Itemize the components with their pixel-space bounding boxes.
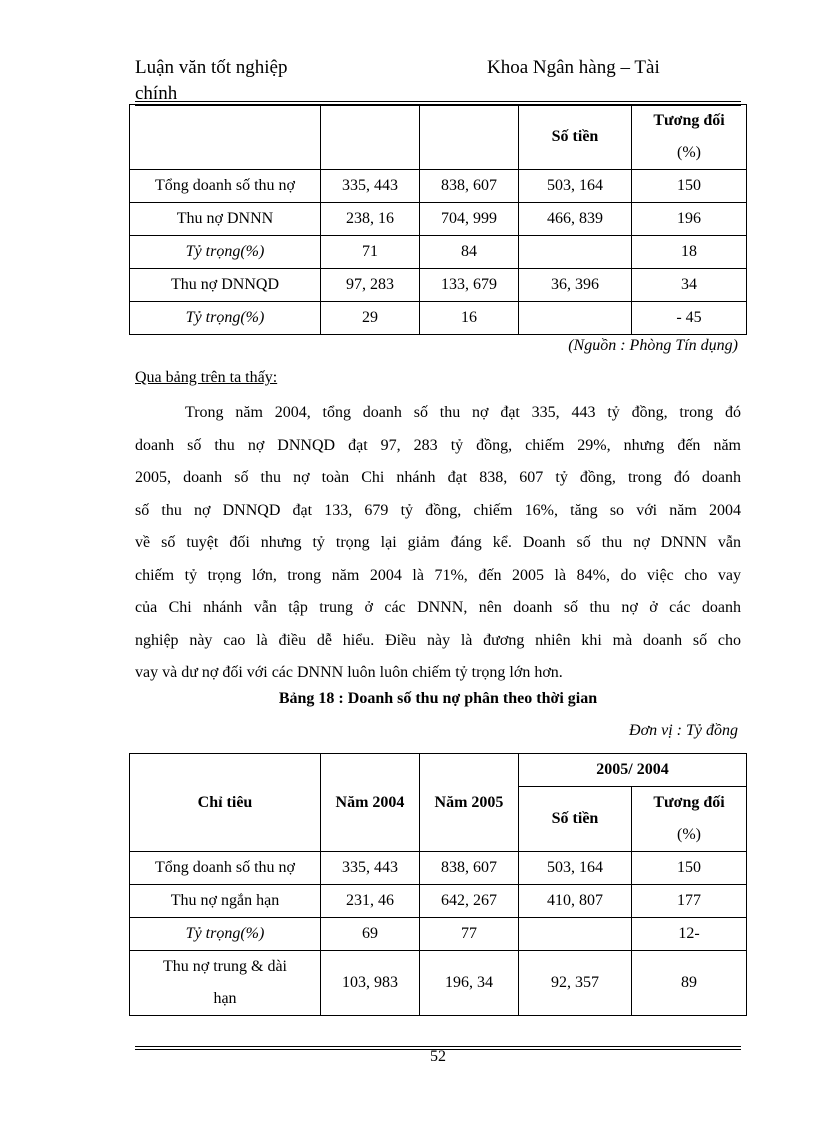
t1-r4-c2: 16	[420, 302, 519, 335]
body-paragraph	[135, 397, 741, 690]
t2-r0-label: Tổng doanh số thu nợ	[130, 852, 321, 885]
paragraph-line: Trong năm 2004, tổng doanh số thu nợ đạt 335, 443 tỷ đồng, trong đó	[185, 404, 741, 421]
paragraph-line: về số tuyệt đối nhưng tỷ trọng lại giảm đáng kể. Doanh số thu nợ DNNN vẫn	[135, 534, 741, 551]
t2-h-group: 2005/ 2004	[519, 754, 747, 787]
t1-h-tuong-doi-label: Tương đối	[653, 112, 725, 129]
table-row	[130, 951, 747, 1016]
t1-h1	[321, 105, 420, 170]
table-1-header-row	[130, 105, 747, 170]
t1-r4-c4: - 45	[632, 302, 747, 335]
t1-r2-c1: 71	[321, 236, 420, 269]
t2-h-nam2005: Năm 2005	[420, 754, 519, 852]
t2-r3-c2: 196, 34	[420, 951, 519, 1016]
t1-r0-label: Tổng doanh số thu nợ	[130, 170, 321, 203]
t2-r2-c2: 77	[420, 918, 519, 951]
t2-h-tuong-doi	[632, 787, 747, 852]
table-row	[130, 269, 747, 302]
t1-r0-c3: 503, 164	[519, 170, 632, 203]
t2-r3-c3: 92, 357	[519, 951, 632, 1016]
t1-r3-c3: 36, 396	[519, 269, 632, 302]
t1-h-pct: (%)	[677, 144, 701, 161]
page-number: 52	[430, 1048, 446, 1065]
t2-r2-label: Tỷ trọng(%)	[130, 918, 321, 951]
t1-r1-c2: 704, 999	[420, 203, 519, 236]
t1-r2-c4: 18	[632, 236, 747, 269]
table-1	[129, 104, 747, 335]
t2-r1-c4: 177	[632, 885, 747, 918]
t2-r1-label: Thu nợ ngắn hạn	[130, 885, 321, 918]
t1-r3-c4: 34	[632, 269, 747, 302]
header-right: Khoa Ngân hàng – Tài	[487, 57, 660, 78]
table-row	[130, 885, 747, 918]
t2-r3-label-b: hạn	[213, 990, 237, 1007]
t1-r1-label: Thu nợ DNNN	[130, 203, 321, 236]
lead-heading: Qua bảng trên ta thấy:	[135, 369, 278, 386]
table-row	[130, 170, 747, 203]
t1-r4-c1: 29	[321, 302, 420, 335]
t1-r3-label: Thu nợ DNNQD	[130, 269, 321, 302]
table-2-caption: Bảng 18 : Doanh số thu nợ phân theo thời gian	[278, 690, 598, 707]
header-rule-thin	[135, 101, 741, 102]
t1-r2-c2: 84	[420, 236, 519, 269]
t2-h-so-tien: Số tiền	[519, 787, 632, 852]
table-row	[130, 918, 747, 951]
t2-r1-c2: 642, 267	[420, 885, 519, 918]
t2-r0-c4: 150	[632, 852, 747, 885]
t2-h-chi-tieu: Chỉ tiêu	[130, 754, 321, 852]
t1-r2-label: Tỷ trọng(%)	[130, 236, 321, 269]
t1-r1-c4: 196	[632, 203, 747, 236]
t2-h-nam2004: Năm 2004	[321, 754, 420, 852]
t1-r3-c1: 97, 283	[321, 269, 420, 302]
table-row	[130, 302, 747, 335]
t1-r1-c1: 238, 16	[321, 203, 420, 236]
t1-h0	[130, 105, 321, 170]
paragraph-line: vay và dư nợ đối với các DNNN luôn luôn chiếm tỷ trọng lớn hơn.	[135, 664, 563, 681]
t2-r2-c3	[519, 918, 632, 951]
paragraph-line: của Chi nhánh vẫn tập trung ở các DNNN, nên doanh số thu nợ ở các doanh	[135, 599, 741, 616]
table-row	[130, 203, 747, 236]
t1-r4-label: Tỷ trọng(%)	[130, 302, 321, 335]
t2-h-pct: (%)	[677, 826, 701, 843]
paragraph-line: chiếm tỷ trọng lớn, trong năm 2004 là 71%, đến 2005 là 84%, do việc cho vay	[135, 566, 741, 584]
t1-r4-c3	[519, 302, 632, 335]
t2-h-tuong-doi-label: Tương đối	[653, 794, 725, 811]
t2-r3-c4: 89	[632, 951, 747, 1016]
header-left-line1: Luận văn tốt nghiệp	[135, 57, 288, 78]
table-2-unit: Đơn vị : Tỷ đồng	[629, 722, 738, 739]
header-left-line2: chính	[135, 83, 178, 104]
t2-r3-label-a: Thu nợ trung & dài	[163, 958, 287, 975]
t2-r0-c1: 335, 443	[321, 852, 420, 885]
t2-r1-c1: 231, 46	[321, 885, 420, 918]
t2-r0-c2: 838, 607	[420, 852, 519, 885]
t2-r1-c3: 410, 807	[519, 885, 632, 918]
t1-r1-c3: 466, 839	[519, 203, 632, 236]
t1-h-tuong-doi	[632, 105, 747, 170]
t2-r2-c4: 12-	[632, 918, 747, 951]
paragraph-line: doanh số thu nợ DNNQD đạt 97, 283 tỷ đồng, chiếm 29%, nhưng đến năm	[135, 436, 741, 454]
paragraph-line: 2005, doanh số thu nợ toàn Chi nhánh đạt 838, 607 tỷ đồng, trong đó doanh	[135, 469, 741, 486]
t1-r0-c4: 150	[632, 170, 747, 203]
t2-r3-label	[130, 951, 321, 1016]
table-row	[130, 852, 747, 885]
paragraph-line: nghiệp này cao là điều dễ hiểu. Điều này là đương nhiên khi mà doanh số cho	[135, 631, 741, 649]
table-row	[130, 236, 747, 269]
paragraph-line: số thu nợ DNNQD đạt 133, 679 tỷ đồng, chiếm 16%, tăng so với năm 2004	[135, 501, 741, 519]
table-2-header-row-1	[130, 754, 747, 787]
t1-h2	[420, 105, 519, 170]
source-note: (Nguồn : Phòng Tín dụng)	[568, 337, 738, 354]
t1-r2-c3	[519, 236, 632, 269]
header-left	[135, 55, 288, 107]
t1-h-so-tien: Số tiền	[519, 105, 632, 170]
table-2	[129, 753, 747, 1016]
t1-r3-c2: 133, 679	[420, 269, 519, 302]
t2-r0-c3: 503, 164	[519, 852, 632, 885]
t1-r0-c2: 838, 607	[420, 170, 519, 203]
t2-r3-c1: 103, 983	[321, 951, 420, 1016]
t2-r2-c1: 69	[321, 918, 420, 951]
t1-r0-c1: 335, 443	[321, 170, 420, 203]
footer-rule-1	[135, 1046, 741, 1047]
